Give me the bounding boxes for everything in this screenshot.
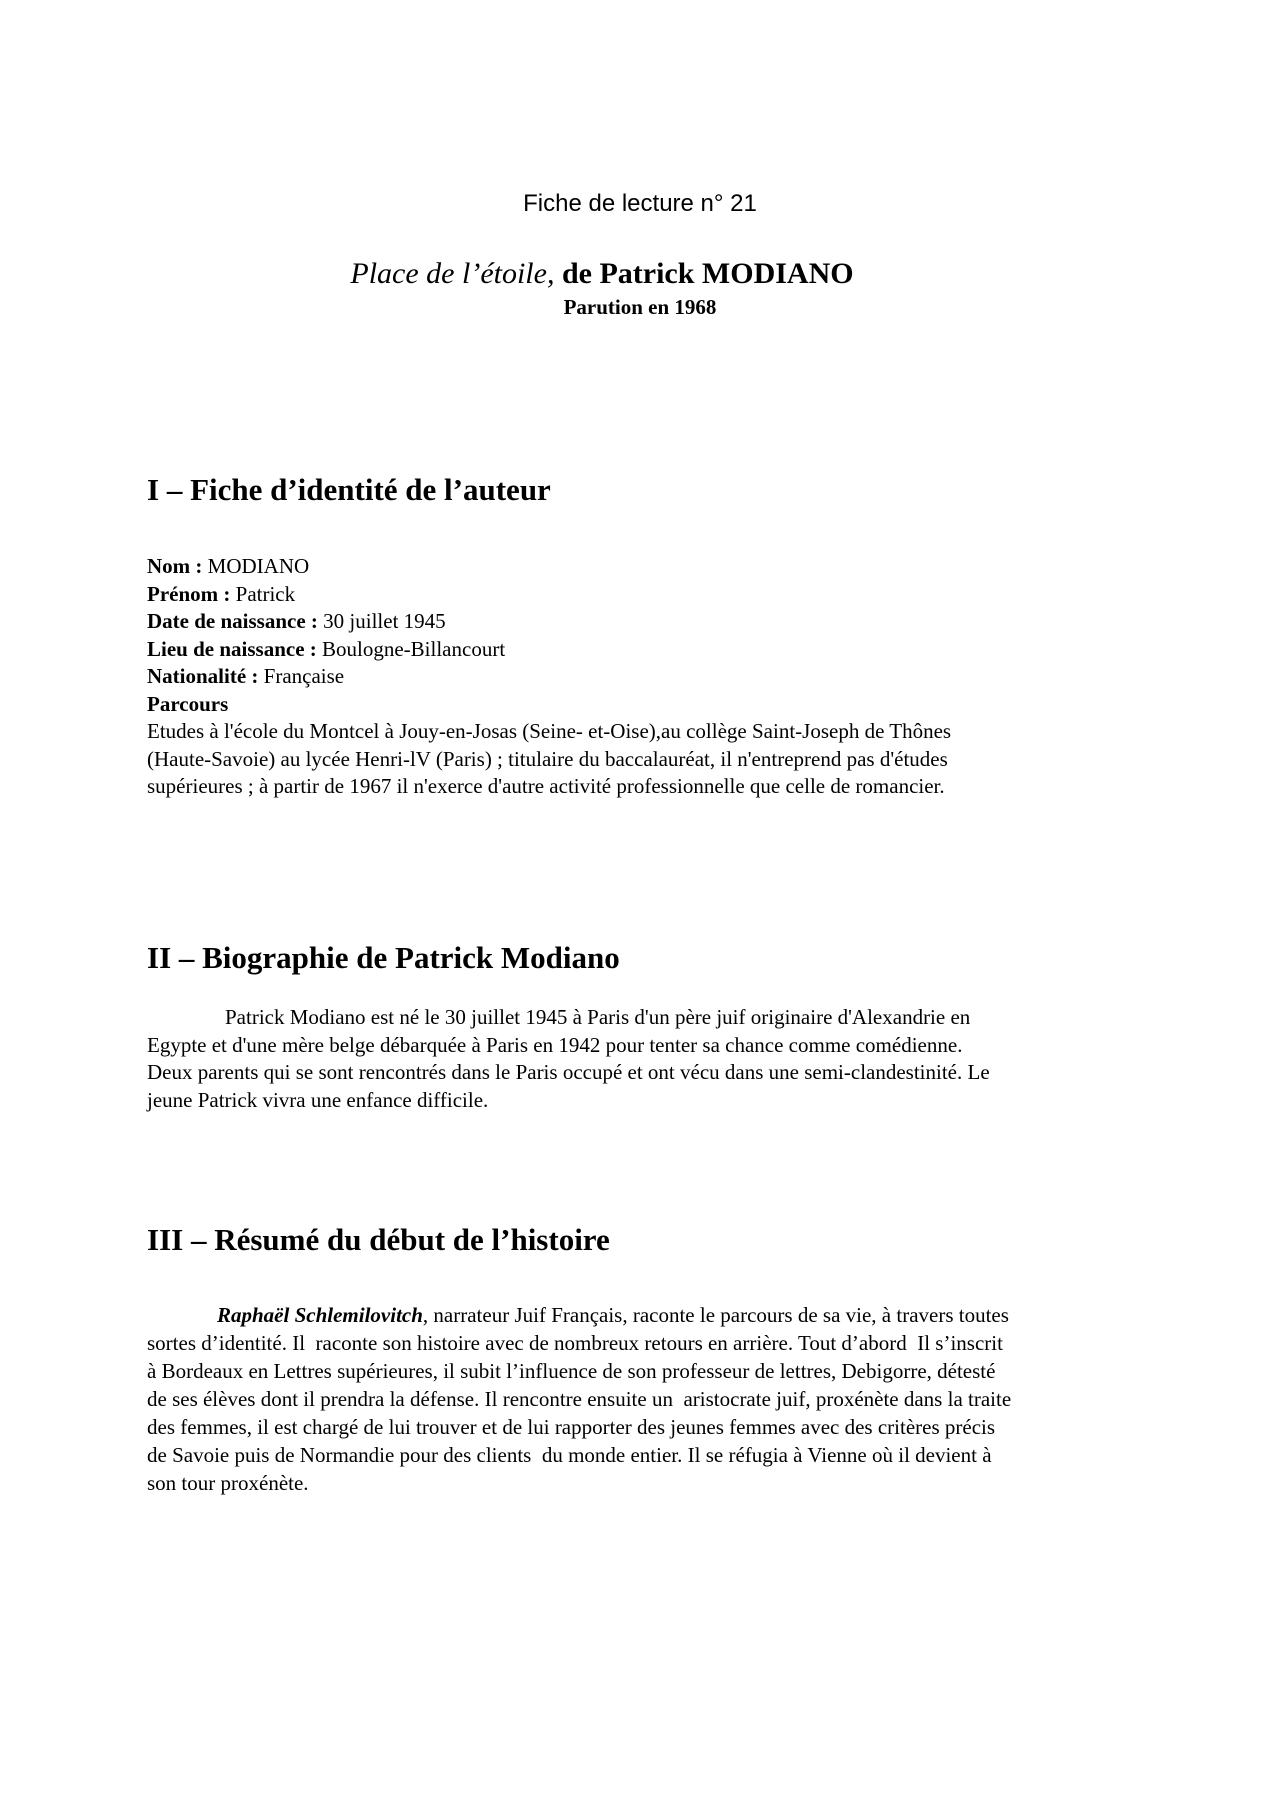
identity-field-row bbox=[147, 581, 1157, 609]
biography-line: Egypte et d'une mère belge débarquée à Paris en 1942 pour tenter sa chance comme comédienne. bbox=[147, 1032, 963, 1057]
identity-field-row bbox=[147, 636, 1157, 664]
biography-line: jeune Patrick vivra une enfance difficile. bbox=[147, 1087, 489, 1112]
parcours-line: supérieures ; à partir de 1967 il n'exerce d'autre activité professionnelle que celle de romancier. bbox=[147, 774, 945, 798]
field-label: Nom : bbox=[147, 554, 203, 578]
book-title-author: de Patrick MODIANO bbox=[554, 257, 854, 290]
section-heading-identity: I – Fiche d’identité de l’auteur bbox=[147, 472, 551, 507]
section-heading-biography: II – Biographie de Patrick Modiano bbox=[147, 940, 620, 975]
biography-line: Patrick Modiano est né le 30 juillet 1945 à Paris d'un père juif originaire d'Alexandrie en bbox=[225, 1005, 971, 1029]
section-heading-summary: III – Résumé du début de l’histoire bbox=[147, 1222, 610, 1257]
page-title: Fiche de lecture n° 21 bbox=[523, 190, 757, 217]
summary-line bbox=[147, 1301, 1157, 1329]
protagonist-name: Raphaël Schlemilovitch bbox=[217, 1303, 423, 1327]
parcours-line: (Haute-Savoie) au lycée Henri-lV (Paris) ; titulaire du baccalauréat, il n'entreprend pas d'études bbox=[147, 746, 948, 771]
identity-field-row bbox=[147, 553, 1157, 581]
parcours-label: Parcours bbox=[147, 691, 229, 716]
biography-block bbox=[147, 1004, 1157, 1114]
field-label: Prénom : bbox=[147, 581, 231, 606]
biography-line: Deux parents qui se sont rencontrés dans le Paris occupé et ont vécu dans une semi-clandestinité. Le bbox=[147, 1060, 990, 1084]
book-title bbox=[0, 257, 1242, 291]
field-label: Nationalité : bbox=[147, 664, 259, 688]
summary-line: des femmes, il est chargé de lui trouver et de lui rapporter des jeunes femmes avec des critères précis bbox=[147, 1415, 996, 1439]
summary-line: son tour proxénète. bbox=[147, 1471, 309, 1495]
publication-note: Parution en 1968 bbox=[563, 295, 717, 319]
summary-block bbox=[147, 1301, 1157, 1497]
identity-block bbox=[147, 553, 1157, 801]
field-value: Boulogne-Billancourt bbox=[316, 636, 506, 661]
summary-line: à Bordeaux en Lettres supérieures, il subit l’influence de son professeur de lettres, Debigorre, détesté bbox=[147, 1359, 996, 1383]
book-title-italic: Place de l’étoile, bbox=[350, 257, 555, 290]
summary-line: sortes d’identité. Il raconte son histoire avec de nombreux retours en arrière. Tout d’abord Il s’inscrit bbox=[147, 1331, 1003, 1355]
summary-line: de Savoie puis de Normandie pour des clients du monde entier. Il se réfugia à Vienne où il devient à bbox=[147, 1443, 992, 1467]
field-label: Date de naissance : bbox=[147, 609, 318, 633]
parcours-line: Etudes à l'école du Montcel à Jouy-en-Josas (Seine- et-Oise),au collège Saint-Joseph de Thônes bbox=[147, 719, 952, 743]
field-value: Patrick bbox=[230, 581, 296, 606]
identity-field-row bbox=[147, 608, 1157, 636]
identity-field-row bbox=[147, 663, 1157, 691]
summary-line: de ses élèves dont il prendra la défense. Il rencontre ensuite un aristocrate juif, proxénète dans la traite bbox=[147, 1387, 1012, 1411]
field-value: 30 juillet 1945 bbox=[317, 609, 446, 633]
field-value: Française bbox=[258, 664, 345, 688]
field-label: Lieu de naissance : bbox=[147, 636, 317, 661]
field-value: MODIANO bbox=[202, 554, 310, 578]
summary-first-line-rest: , narrateur Juif Français, raconte le parcours de sa vie, à travers toutes bbox=[422, 1303, 1009, 1327]
